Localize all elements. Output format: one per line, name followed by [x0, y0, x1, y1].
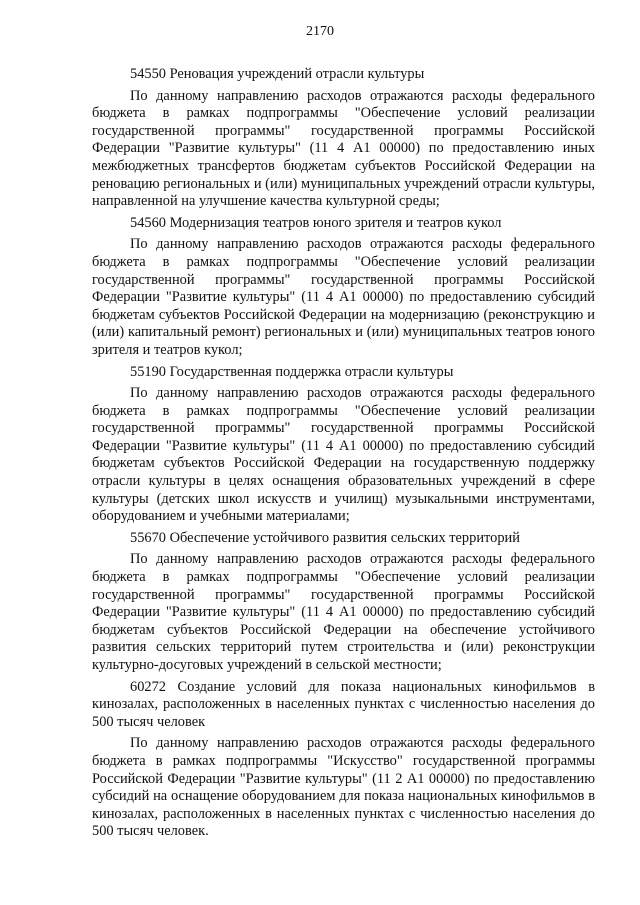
section-heading-55190: 55190 Государственная поддержка отрасли культуры: [130, 363, 454, 380]
document-body: [92, 66, 595, 845]
section-heading-54560: 54560 Модернизация театров юного зрителя и театров кукол: [130, 214, 502, 231]
page-number: 2170: [306, 24, 334, 39]
section-text-55190: По данному направлению расходов отражаются расходы федерального бюджета в рамках подпрограммы "Обеспечение условий реализации государственной программы" государственной программы Российской Федерации "Развитие культуры" (11 4 А1 00000) по предоставлению субсидий бюджетам субъектов Российской Федерации на государственную поддержку отрасли культуры в целях оснащения образовательных учреждений в сфере культуры (детских школ искусств и училищ) музыкальными инструментами, оборудованием и учебными материалами;: [92, 385, 595, 525]
section-text-60272: По данному направлению расходов отражаются расходы федерального бюджета в рамках подпрограммы "Искусство" государственной программы Российской Федерации "Развитие культуры" (11 2 А1 00000) по предоставлению субсидий на оснащение оборудованием для показа национальных кинофильмов в кинозалах, расположенных в населенных пунктах с численностью населения до 500 тысяч человек.: [92, 735, 595, 840]
section-heading-60272: 60272 Создание условий для показа национальных кинофильмов в кинозалах, расположенных в населенных пунктах с численностью населения до 500 тысяч человек: [92, 678, 595, 730]
section-heading-55670: 55670 Обеспечение устойчивого развития сельских территорий: [130, 529, 520, 546]
section-text-54560: По данному направлению расходов отражаются расходы федерального бюджета в рамках подпрограммы "Обеспечение условий реализации государственной программы" государственной программы Российской Федерации "Развитие культуры" (11 4 А1 00000) по предоставлению субсидий бюджетам субъектов Российской Федерации на модернизацию (реконструкцию и (или) капитальный ремонт) региональных и (или) муниципальных театров юного зрителя и театров кукол;: [92, 236, 595, 358]
section-text-54550: По данному направлению расходов отражаются расходы федерального бюджета в рамках подпрограммы "Обеспечение условий реализации государственной программы" государственной программы Российской Федерации "Развитие культуры" (11 4 А1 00000) по предоставлению иных межбюджетных трансфертов бюджетам субъектов Российской Федерации на реновацию региональных и (или) муниципальных учреждений отрасли культуры, направленной на улучшение качества культурной среды;: [92, 87, 595, 210]
section-text-55670: По данному направлению расходов отражаются расходы федерального бюджета в рамках подпрограммы "Обеспечение условий реализации государственной программы" государственной программы Российской Федерации "Развитие культуры" (11 4 А1 00000) по предоставлению субсидий бюджетам субъектов Российской Федерации на обеспечение устойчивого развития сельских территорий путем строительства и (или) реконструкции культурно-досуговых учреждений в сельской местности;: [92, 551, 595, 673]
section-heading-54550: 54550 Реновация учреждений отрасли культуры: [130, 66, 425, 82]
